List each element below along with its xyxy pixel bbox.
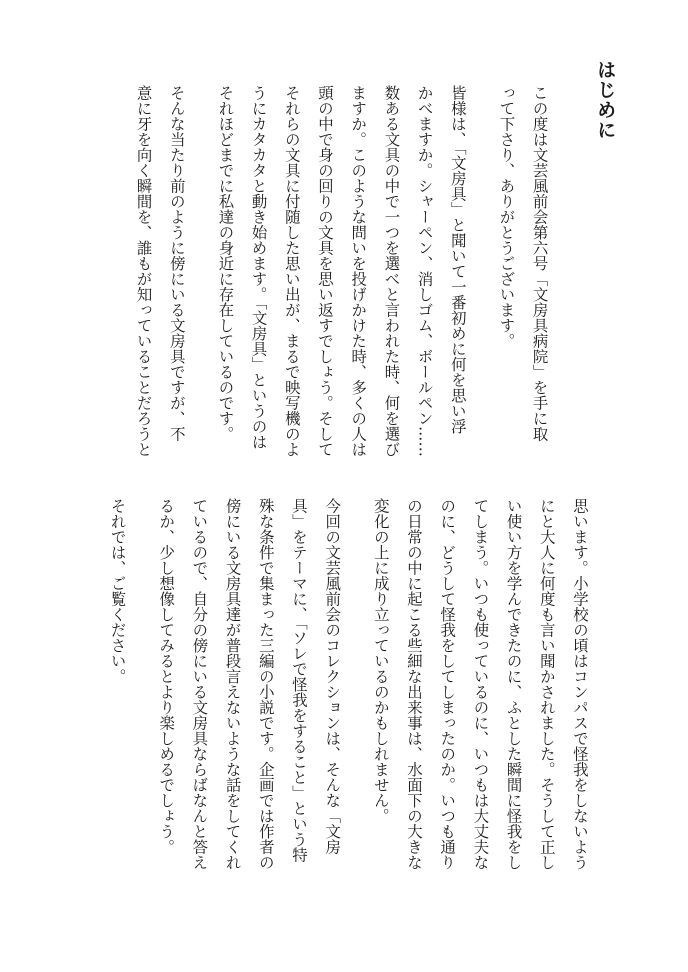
text-line: 傍にいる文房具達が普段言えないような話をしてくれ [223, 498, 242, 870]
text-line: にと大人に何度も言い聞かされました。そうして正し [537, 498, 556, 870]
text-line: い使い方を学んできたのに、ふとした瞬間に怪我をし [504, 498, 523, 870]
text-line: 変化の上に成り立っているのかもしれません。 [371, 498, 390, 824]
text-line: 頭の中で身の回りの文具を思い返すでしょう。そして [316, 85, 334, 457]
text-line: って下さり、ありがとうございます。 [497, 85, 516, 349]
text-line: 意に牙を向く瞬間を、誰もが知っていることだろうと [134, 85, 153, 457]
text-line: 殊な条件で集まった三編の小説です。企画では作者の [256, 498, 275, 870]
text-line: そんな当たり前のように傍にいる文房具ですが、不 [167, 85, 186, 442]
text-line: この度は文芸風前会第六号「文房具病院」を手に取 [530, 85, 549, 442]
text-line: 具」をテーマに、「ソレで怪我をすること」という特 [289, 498, 308, 863]
text-line: かべますか。シャーペン、消しゴム、ボールペン…… [415, 85, 434, 457]
text-line: てしまう。いつも使っているのに、いつもは大丈夫な [471, 498, 490, 870]
text-line: それらの文具に付随した思い出が、まるで映写機のよ [282, 85, 301, 457]
text-line: のに、どうして怪我をしてしまったのか。いつも通り [438, 498, 457, 870]
text-block-lower [108, 498, 596, 888]
text-line: 数ある文具の中で一つを選べと言われた時、何を選び [382, 85, 401, 457]
page-title: はじめに [594, 60, 617, 140]
text-line: 今回の文芸風前会のコレクションは、そんな「文房 [323, 498, 342, 855]
text-block-upper [91, 85, 571, 465]
text-line: うにカタカタと動き始めます。「文房具」というのは [249, 85, 268, 450]
text-line: の日常の中に起こる些細な出来事は、水面下の大きな [404, 498, 423, 870]
text-line: それほどまでに私達の身近に存在しているのです。 [216, 85, 235, 442]
text-line: ますか。このような問いを投げかけた時、多くの人は [349, 85, 368, 457]
text-line: ているので、自分の傍にいる文房具ならばなんと答え [190, 498, 209, 870]
text-line: 皆様は、「文房具」と聞いて一番初めに何を思い浮 [448, 85, 467, 434]
text-line: るか、少し想像してみるとより楽しめるでしょう。 [157, 498, 176, 855]
text-line: それでは、ご覧ください。 [108, 498, 127, 684]
text-line: 思います。小学校の頃はコンパスで怪我をしないよう [571, 498, 589, 870]
